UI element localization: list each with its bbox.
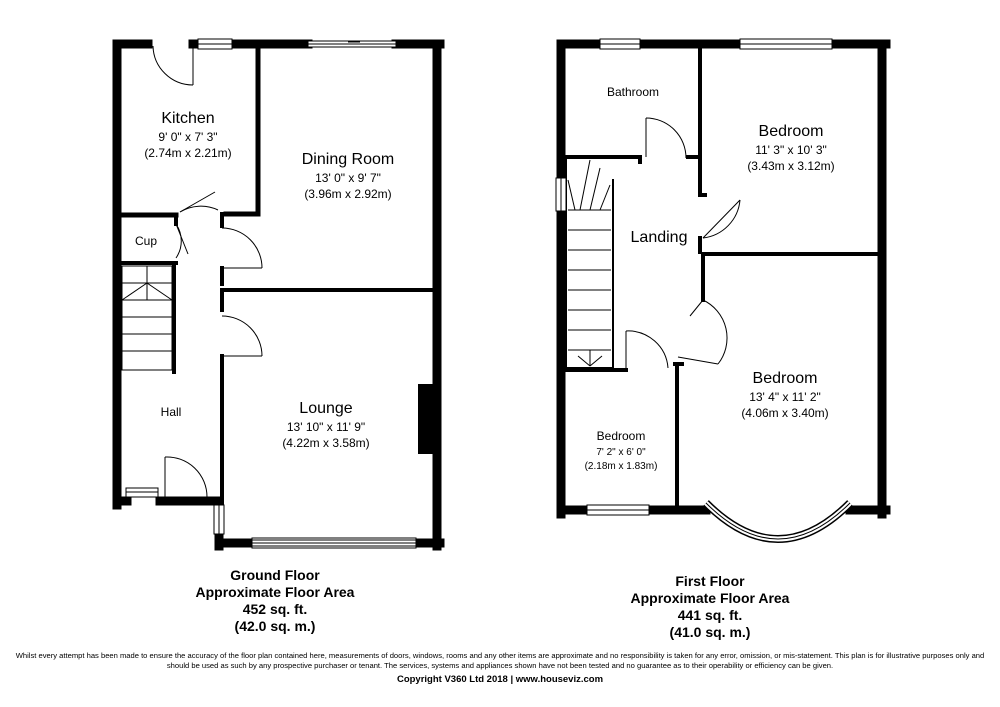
- first-floor-area-sqft: 441 sq. ft.: [677, 607, 743, 623]
- lounge-metric: (4.22m x 3.58m): [282, 436, 370, 450]
- bedroom-1-name: Bedroom: [758, 123, 824, 140]
- bedroom-2-dimensions: 13' 4" x 11' 2": [749, 390, 821, 404]
- ground-floor-area-sqft: 452 sq. ft.: [242, 601, 308, 617]
- first-floor-stairs: [568, 160, 611, 366]
- copyright-text: Copyright V360 Ltd 2018 | www.houseviz.com: [396, 674, 604, 685]
- lounge-name: Lounge: [299, 400, 353, 417]
- bedroom-2-name: Bedroom: [752, 370, 818, 387]
- bedroom-1-dimensions: 11' 3" x 10' 3": [755, 143, 827, 157]
- disclaimer-text: Whilst every attempt has been made to ensure the accuracy of the floor plan contained here, measurements of doors, windows, rooms and any other items are approximate and no responsibility is taken for any error, omission, or mis-statement. This plan is for illustrative purposes only and should be used as such by any prospective purchaser or tenant. The services, systems and appliances shown have not been tested and no guarantee as to their operability or efficiency can be given.: [15, 651, 985, 670]
- bedroom-3-metric: (2.18m x 1.83m): [584, 461, 658, 472]
- dining-room-metric: (3.96m x 2.92m): [304, 187, 392, 201]
- bedroom-3-dimensions: 7' 2" x 6' 0": [596, 447, 646, 458]
- ground-floor-caption: [160, 567, 390, 635]
- first-floor-labels: [585, 85, 835, 472]
- ground-floor-area-label: Approximate Floor Area: [195, 584, 355, 600]
- first-floor-area-sqm: (41.0 sq. m.): [669, 624, 751, 640]
- first-floor-plan: [556, 39, 886, 539]
- bedroom-2-metric: (4.06m x 3.40m): [741, 406, 829, 420]
- dining-room-dimensions: 13' 0" x 9' 7": [315, 171, 381, 185]
- dining-room-name: Dining Room: [301, 151, 395, 168]
- bathroom-name: Bathroom: [606, 85, 660, 99]
- kitchen-dimensions: 9' 0" x 7' 3": [158, 130, 218, 144]
- chimney-breast: [418, 384, 434, 454]
- bedroom-3-name: Bedroom: [596, 429, 646, 443]
- hall-name: Hall: [160, 405, 182, 419]
- lounge-dimensions: 13' 10" x 11' 9": [286, 420, 366, 434]
- kitchen-name: Kitchen: [161, 110, 215, 127]
- kitchen-metric: (2.74m x 2.21m): [144, 146, 232, 160]
- ground-floor-title: Ground Floor: [230, 567, 320, 583]
- ground-floor-plan: [117, 39, 440, 548]
- bedroom-1-metric: (3.43m x 3.12m): [747, 159, 835, 173]
- first-floor-walls: [561, 44, 886, 514]
- ground-floor-area-sqm: (42.0 sq. m.): [234, 618, 316, 634]
- first-floor-area-label: Approximate Floor Area: [630, 590, 790, 606]
- landing-name: Landing: [630, 229, 688, 246]
- cup-name: Cup: [134, 234, 158, 248]
- first-floor-caption: [595, 573, 825, 641]
- first-floor-title: First Floor: [675, 573, 745, 589]
- ground-floor-stairs: [122, 266, 172, 370]
